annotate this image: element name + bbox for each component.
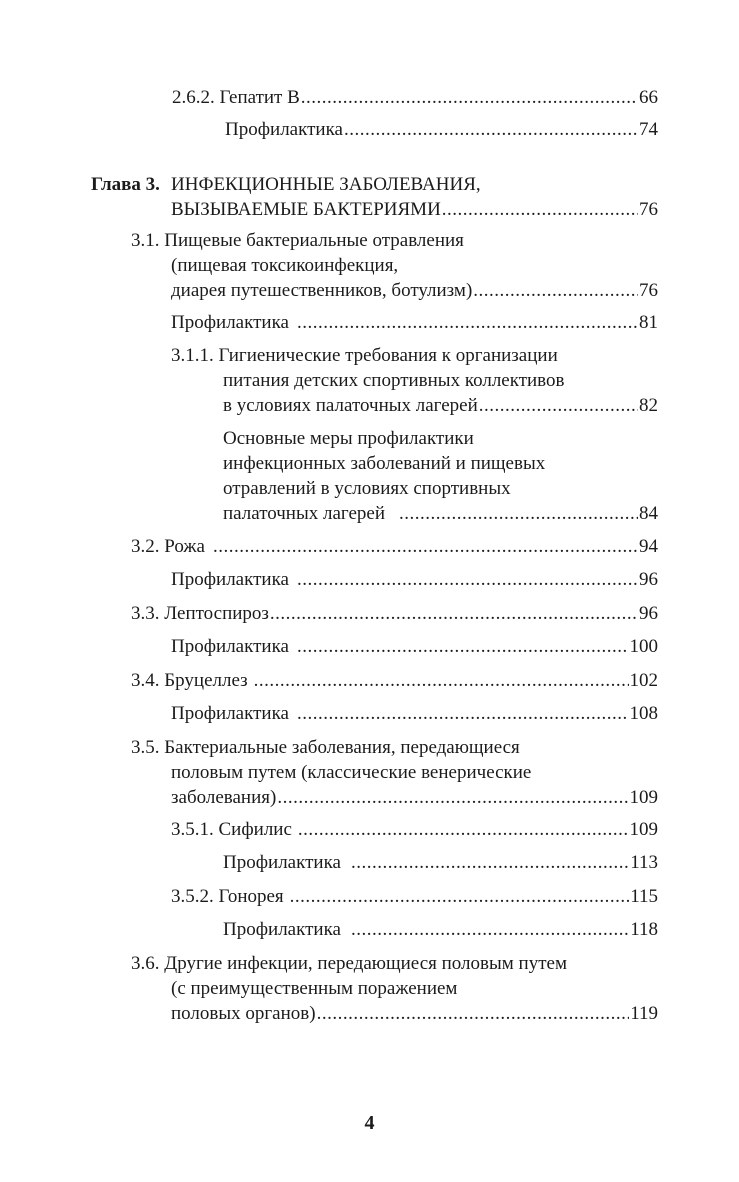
toc-page-number: 76 — [639, 199, 658, 220]
toc-entry-3-1-1-measures — [223, 426, 658, 526]
toc-title: Лептоспироз — [164, 603, 269, 624]
toc-number: 3.1. — [131, 230, 160, 251]
toc-number: 3.2. — [131, 536, 160, 557]
toc-title: Профилактика — [171, 636, 289, 657]
toc-title-line-1: Бактериальные заболевания, передающиеся — [164, 737, 520, 758]
toc-page-number: 96 — [639, 603, 658, 624]
toc-title: Рожа — [164, 536, 205, 557]
leader-dots — [479, 393, 638, 418]
page-number: 4 — [364, 1112, 375, 1134]
toc-page-number: 81 — [639, 312, 658, 333]
leader-dots — [254, 668, 629, 693]
toc-entry-3-2 — [131, 534, 658, 559]
leader-dots — [270, 601, 638, 626]
toc-page-number: 84 — [639, 503, 658, 524]
toc-entry-3-5 — [131, 735, 658, 810]
toc-page-number: 115 — [630, 886, 658, 907]
leader-dots — [301, 85, 638, 110]
toc-entry-3-5-2-prophylaxis — [223, 917, 658, 942]
toc-title-line-1: Основные меры профилактики — [223, 428, 474, 449]
toc-page-number: 102 — [629, 670, 658, 691]
toc-entry-3-6 — [131, 951, 658, 1026]
toc-title-line-2: (пищевая токсикоинфекция, — [171, 255, 399, 276]
toc-number: 3.4. — [131, 670, 160, 691]
leader-dots — [297, 701, 629, 726]
toc-page-number: 100 — [629, 636, 658, 657]
toc-entry-3-2-prophylaxis — [171, 567, 658, 592]
toc-title-line-2: инфекционных заболеваний и пищевых — [223, 453, 546, 474]
toc-title-line-2: питания детских спортивных коллективов — [223, 370, 565, 391]
toc-title-line-3: заболевания) — [171, 787, 277, 808]
toc-title-line-3: половых органов) — [171, 1003, 316, 1024]
leader-dots — [277, 785, 628, 810]
toc-entry-3-1-1 — [171, 343, 658, 418]
leader-dots — [297, 634, 629, 659]
toc-title-line-1: Гигиенические требования к организации — [218, 345, 558, 366]
toc-number: 3.3. — [131, 603, 160, 624]
leader-dots — [344, 117, 638, 142]
toc-page-number: 94 — [639, 536, 658, 557]
toc-entry-3-4 — [131, 668, 658, 693]
leader-dots — [297, 310, 638, 335]
toc-entry-chapter-3 — [171, 172, 658, 222]
toc-title: Сифилис — [218, 819, 292, 840]
toc-entry-3-3 — [131, 601, 658, 626]
toc-entry-3-5-1 — [171, 817, 658, 842]
toc-page-number: 119 — [630, 1003, 658, 1024]
leader-dots — [399, 501, 638, 526]
toc-title-line-2: половым путем (классические венерические — [171, 762, 532, 783]
toc-number: 3.1.1. — [171, 345, 214, 366]
toc-entry-3-3-prophylaxis — [171, 634, 658, 659]
toc-number: 2.6.2. — [172, 87, 215, 108]
toc-number: 3.5. — [131, 737, 160, 758]
toc-entry-2-6-2 — [172, 85, 658, 110]
toc-entry-3-1-prophylaxis — [171, 310, 658, 335]
toc-number: 3.5.1. — [171, 819, 214, 840]
leader-dots — [290, 884, 630, 909]
toc-title-line-3: отравлений в условиях спортивных — [223, 478, 511, 499]
chapter-title-line-1: ИНФЕКЦИОННЫЕ ЗАБОЛЕВАНИЯ, — [171, 174, 481, 195]
leader-dots — [297, 567, 638, 592]
toc-title-line-4: палаточных лагерей — [223, 503, 385, 524]
toc-title: Профилактика — [171, 312, 289, 333]
toc-title-line-3: в условиях палаточных лагерей — [223, 395, 478, 416]
leader-dots — [351, 850, 629, 875]
leader-dots — [298, 817, 629, 842]
toc-title: Профилактика — [225, 119, 343, 140]
toc-page-number: 118 — [630, 919, 658, 940]
toc-title: Бруцеллез — [164, 670, 248, 691]
toc-title-line-1: Пищевые бактериальные отравления — [164, 230, 464, 251]
toc-title: Профилактика — [223, 919, 341, 940]
toc-title: Гонорея — [218, 886, 284, 907]
toc-page-number: 76 — [639, 280, 658, 301]
leader-dots — [442, 197, 638, 222]
toc-title-line-2: (с преимущественным поражением — [171, 978, 458, 999]
toc-page-number: 109 — [629, 787, 658, 808]
toc-entry-3-5-1-prophylaxis — [223, 850, 658, 875]
leader-dots — [213, 534, 638, 559]
toc-entry-3-4-prophylaxis — [171, 701, 658, 726]
toc-page-number: 82 — [639, 395, 658, 416]
toc-page-number: 96 — [639, 569, 658, 590]
toc-title: Профилактика — [171, 569, 289, 590]
toc-number: 3.5.2. — [171, 886, 214, 907]
toc-page-number: 113 — [630, 852, 658, 873]
toc-title: Профилактика — [223, 852, 341, 873]
toc-title-line-1: Другие инфекции, передающиеся половым путем — [164, 953, 567, 974]
leader-dots — [317, 1001, 630, 1026]
toc-page-number: 74 — [639, 119, 658, 140]
toc-page-number: 66 — [639, 87, 658, 108]
toc-title: Гепатит В — [219, 87, 300, 108]
chapter-label: Глава 3. — [91, 174, 160, 195]
toc-page-number: 108 — [629, 703, 658, 724]
toc-number: 3.6. — [131, 953, 160, 974]
leader-dots — [473, 278, 638, 303]
toc-title: Профилактика — [171, 703, 289, 724]
chapter-title-line-2: ВЫЗЫВАЕМЫЕ БАКТЕРИЯМИ — [171, 199, 441, 220]
toc-page-number: 109 — [629, 819, 658, 840]
toc-entry-3-5-2 — [171, 884, 658, 909]
leader-dots — [351, 917, 629, 942]
toc-entry-3-1 — [131, 228, 658, 303]
toc-entry-2-6-2-prophylaxis — [225, 117, 658, 142]
toc-title-line-3: диарея путешественников, ботулизм) — [171, 280, 473, 301]
